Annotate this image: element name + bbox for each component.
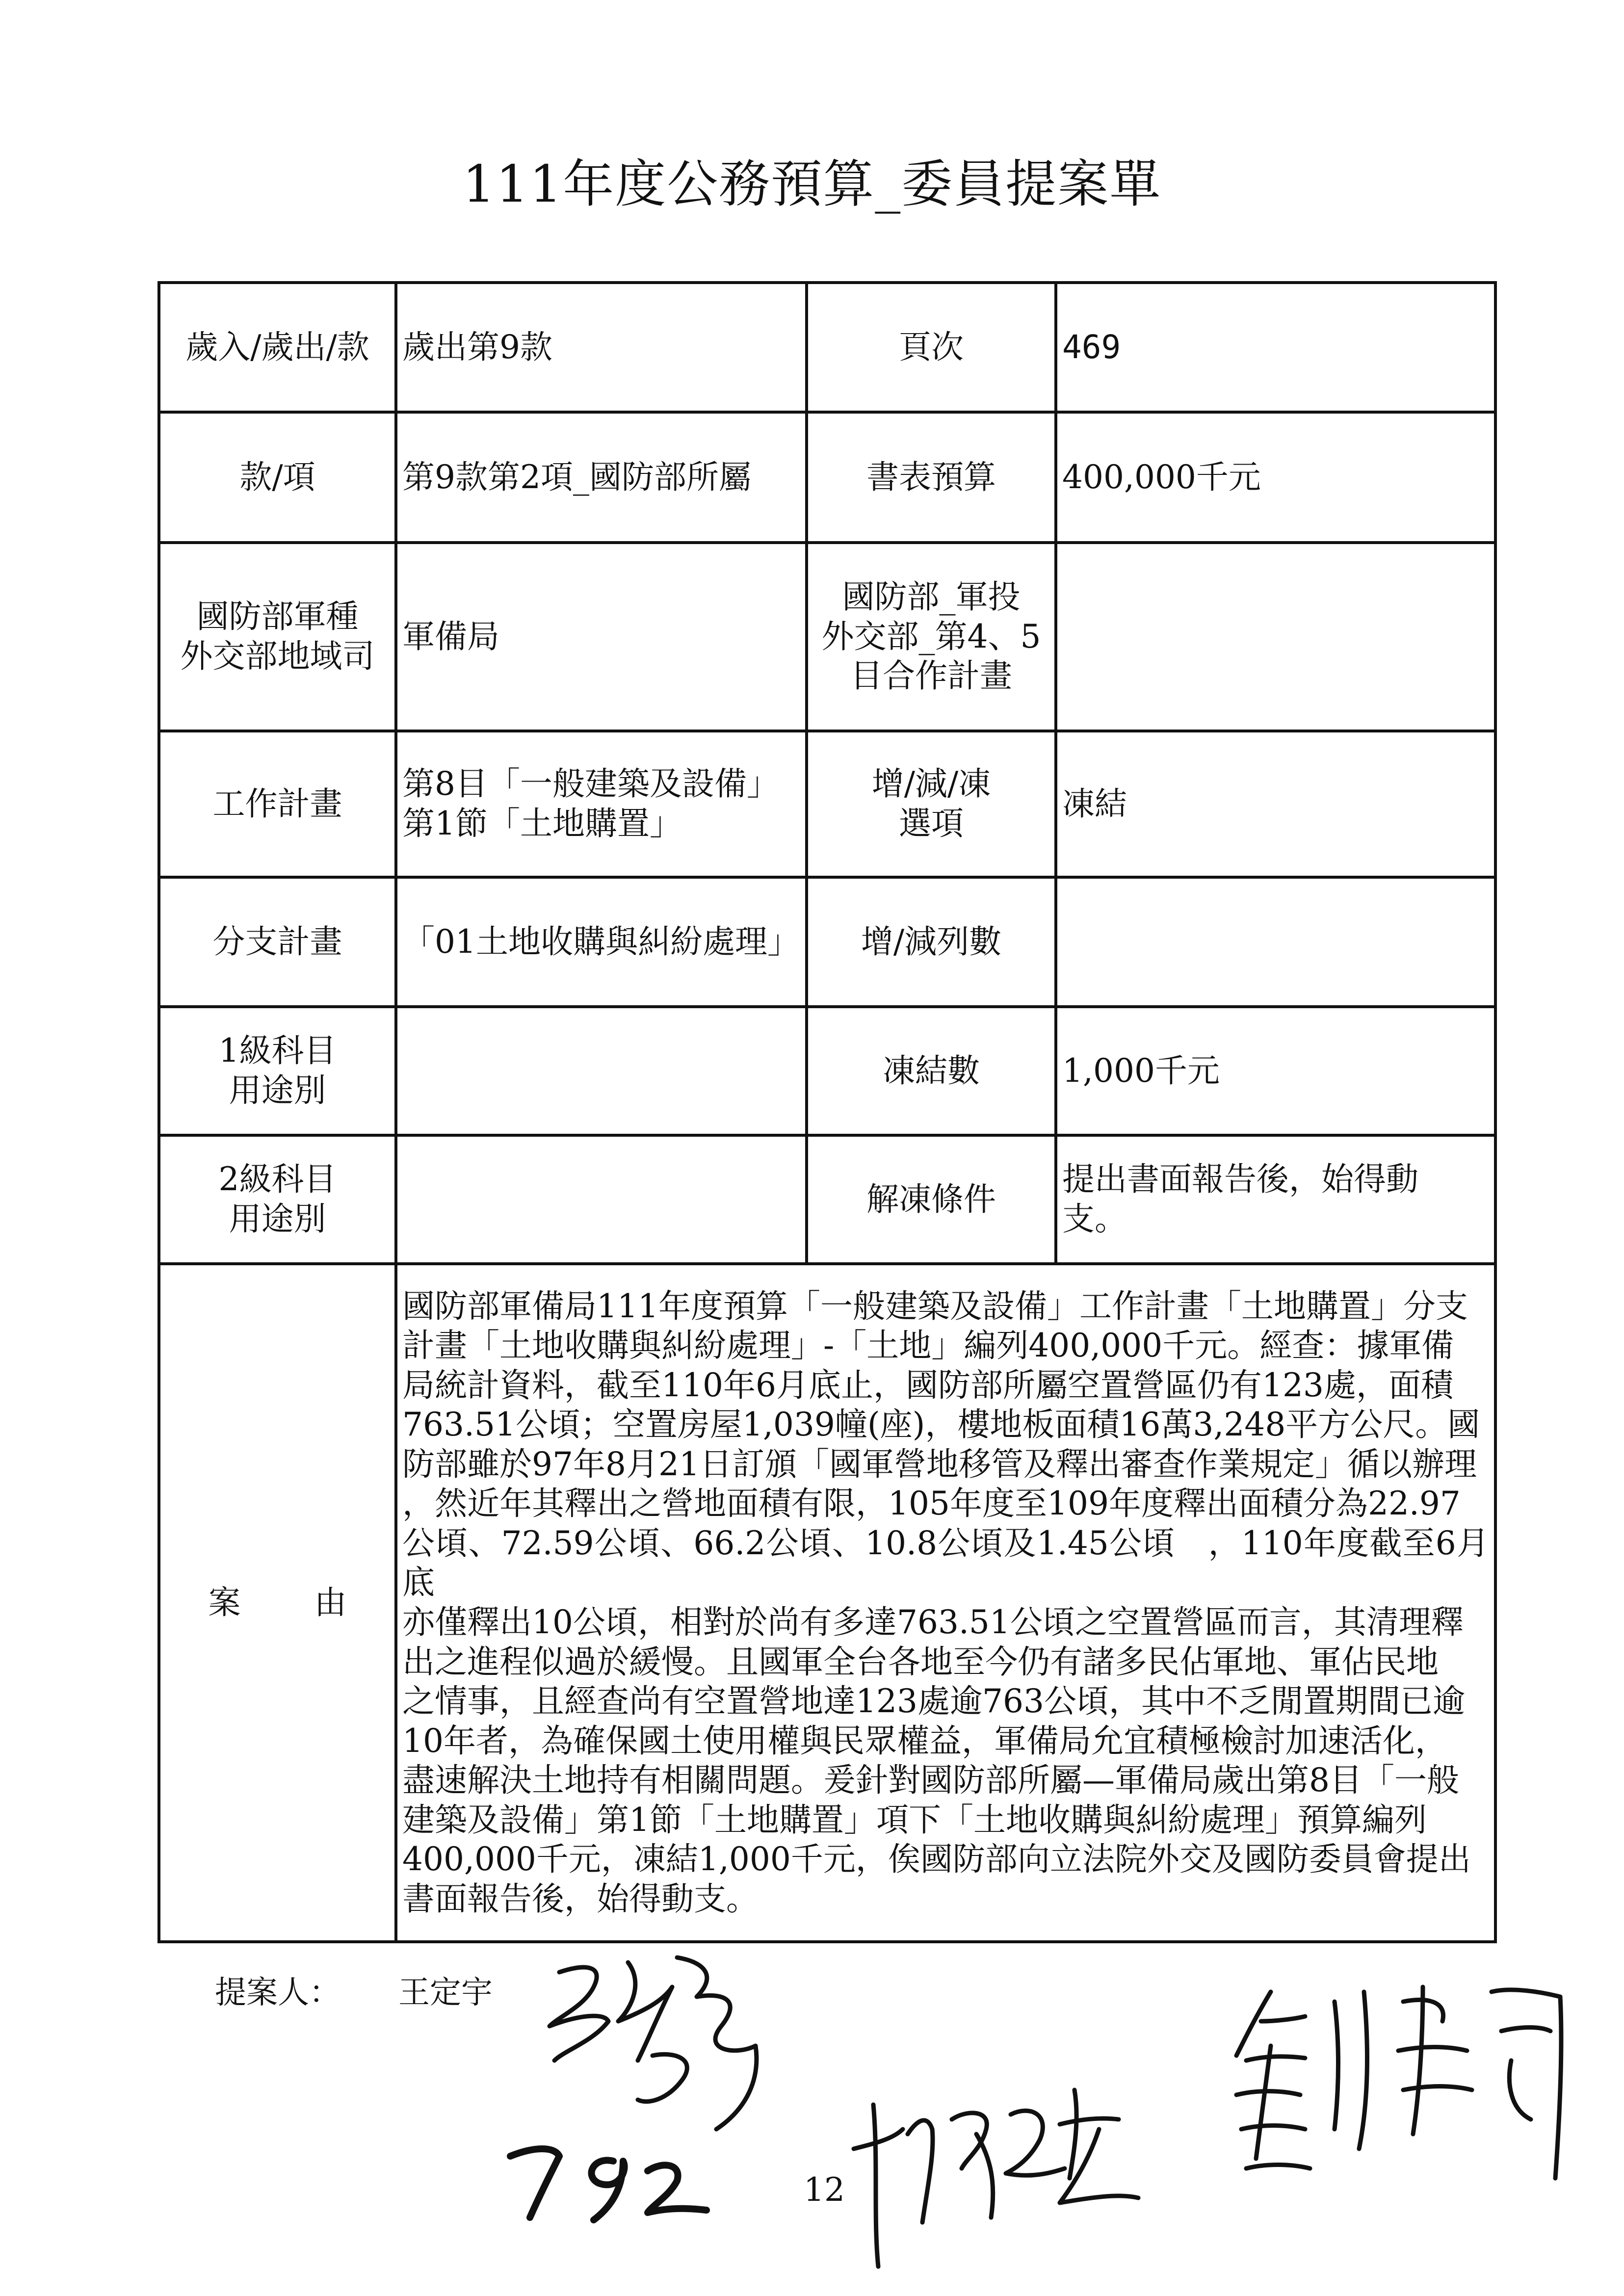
reason-line: 亦僅釋出10公頃，相對於尚有多達763.51公頃之空置營區而言，其清理釋: [402, 1603, 1464, 1641]
handwritten-number-drawing: [500, 2127, 716, 2225]
handwritten-number: [500, 2127, 716, 2225]
form-row-level1-subject: [159, 1007, 1495, 1135]
handwritten-signature-3: [1217, 1972, 1590, 2198]
reason-line: 計畫「土地收購與糾紛處理」-「土地」編列400,000千元。經查：據軍備: [402, 1327, 1454, 1365]
label-book-budget: 書表預算: [807, 412, 1056, 543]
label-reason: [159, 1264, 396, 1942]
value-adjust-amount: [1056, 877, 1495, 1007]
value-level1-subject: [396, 1007, 807, 1135]
label-adjust-option: [807, 731, 1056, 877]
reason-text: [396, 1264, 1495, 1942]
value-unfreeze-condition-line2: 支。: [1062, 1200, 1127, 1238]
label-level1-subject-line2: 用途別: [229, 1071, 326, 1109]
label-level1-subject-line1: 1級科目: [218, 1032, 337, 1070]
label-level1-subject: [159, 1007, 396, 1135]
value-work-plan: [396, 731, 807, 877]
label-branch-plan: 分支計畫: [159, 877, 396, 1007]
label-reason-char1: 案: [208, 1583, 241, 1621]
form-row-work-plan: [159, 731, 1495, 877]
label-adjust-option-line2: 選項: [899, 805, 964, 842]
label-cooperation-plan-line2: 外交部_第4、5: [821, 617, 1041, 655]
label-level2-subject-line1: 2級科目: [218, 1160, 337, 1199]
label-level2-subject-line2: 用途別: [229, 1200, 326, 1238]
label-cooperation-plan-line1: 國防部_軍投: [842, 578, 1021, 616]
label-agency-line1: 國防部軍種: [196, 598, 359, 636]
reason-line: 建築及設備」第1節「土地購置」項下「土地收購與糾紛處理」預算編列: [402, 1800, 1427, 1839]
value-section-item: 第9款第2項_國防部所屬: [396, 412, 807, 543]
label-work-plan: 工作計畫: [159, 731, 396, 877]
value-work-plan-line2: 第1節「土地購置」: [402, 805, 682, 842]
label-agency: [159, 543, 396, 731]
label-reason-char2: 由: [314, 1583, 347, 1621]
reason-line: 國防部軍備局111年度預算「一般建築及設備」工作計畫「土地購置」分支: [402, 1287, 1468, 1325]
label-page: 頁次: [807, 283, 1056, 412]
value-adjust-option: 凍結: [1056, 731, 1495, 877]
label-adjust-option-line1: 增/減/凍: [871, 765, 991, 803]
value-frozen-amount: 1,000千元: [1056, 1007, 1495, 1135]
form-row-agency: [159, 543, 1495, 731]
value-work-plan-line1: 第8目「一般建築及設備」: [402, 765, 779, 803]
value-level2-subject: [396, 1135, 807, 1264]
reason-line: 之情事，且經查尚有空置營地達123處逾763公頃，其中不乏閒置期間已逾: [402, 1682, 1465, 1721]
label-unfreeze-condition: 解凍條件: [807, 1135, 1056, 1264]
form-row-level2-subject: [159, 1135, 1495, 1264]
handwritten-signature-2: [844, 2061, 1187, 2276]
reason-line: 出之進程似過於緩慢。且國軍全台各地至今仍有諸多民佔軍地、軍佔民地: [402, 1643, 1439, 1681]
label-cooperation-plan-line3: 目合作計畫: [850, 657, 1012, 695]
label-cooperation-plan: [807, 543, 1056, 731]
page-title: 111年度公務預算_委員提案單: [462, 154, 1162, 214]
reason-line: 防部雖於97年8月21日訂頒「國軍營地移管及釋出審查作業規定」循以辦理: [402, 1445, 1477, 1483]
label-level2-subject: [159, 1135, 396, 1264]
reason-line: 公頃、72.59公頃、66.2公頃、10.8公頃及1.45公頃 ，110年度截至6月底: [402, 1524, 1489, 1602]
label-section-item: 款/項: [159, 412, 396, 543]
form-row-account: [159, 283, 1495, 412]
page-number: 12: [804, 2171, 845, 2209]
label-frozen-amount: 凍結數: [807, 1007, 1056, 1135]
value-revenue-expenditure: 歲出第9款: [396, 283, 807, 412]
value-branch-plan: 「01土地收購與糾紛處理」: [396, 877, 807, 1007]
reason-line: 書面報告後，始得動支。: [402, 1879, 759, 1918]
reason-line: 10年者，為確保國土使用權與民眾權益，軍備局允宜積極檢討加速活化，: [402, 1722, 1447, 1760]
reason-line: ，然近年其釋出之營地面積有限，105年度至109年度釋出面積分為22.97: [402, 1485, 1461, 1523]
label-revenue-expenditure: 歲入/歲出/款: [159, 283, 396, 412]
label-agency-line2: 外交部地域司: [180, 637, 375, 675]
value-book-budget: 400,000千元: [1056, 412, 1495, 543]
label-adjust-amount: 增/減列數: [807, 877, 1056, 1007]
reason-line: 400,000千元，凍結1,000千元，俟國防部向立法院外交及國防委員會提出: [402, 1840, 1471, 1879]
reason-line: 盡速解決土地持有相關問題。爰針對國防部所屬—軍備局歲出第8目「一般: [402, 1761, 1459, 1800]
proposal-form-table: [157, 281, 1497, 1943]
form-row-branch-plan: [159, 877, 1495, 1007]
reason-line: 局統計資料，截至110年6月底止，國防部所屬空置營區仍有123處，面積: [402, 1366, 1453, 1404]
reason-line: 763.51公頃；空置房屋1,039幢(座)，樓地板面積16萬3,248平方公尺。國: [402, 1406, 1480, 1444]
value-page: 469: [1056, 283, 1495, 412]
form-row-reason: [159, 1264, 1495, 1942]
value-agency: 軍備局: [396, 543, 807, 731]
value-unfreeze-condition-line1: 提出書面報告後，始得動: [1062, 1160, 1418, 1199]
value-cooperation-plan: [1056, 543, 1495, 731]
proposer-name: 王定宇: [398, 1975, 493, 2011]
proposer-label: 提案人：: [215, 1975, 341, 2011]
handwritten-signature-1: [530, 1943, 805, 2159]
form-row-item: [159, 412, 1495, 543]
value-unfreeze-condition: [1056, 1135, 1495, 1264]
